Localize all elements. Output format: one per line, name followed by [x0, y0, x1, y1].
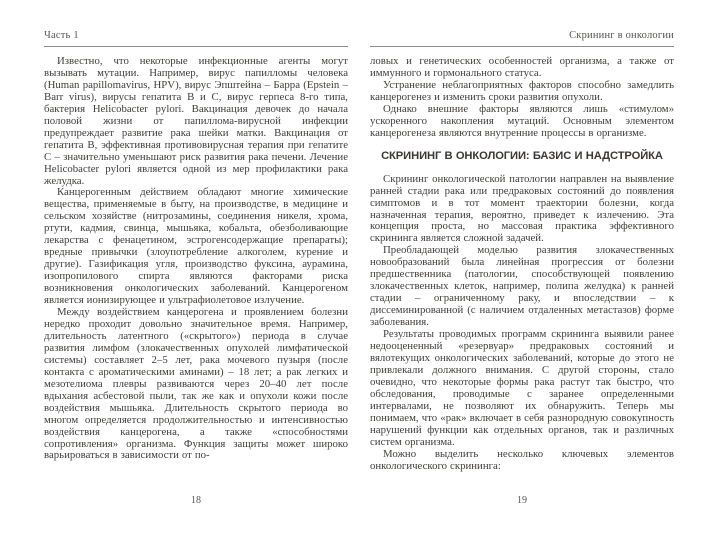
page-right — [370, 0, 674, 540]
paragraph-linear-progression-model: Преобладающей моделью развития злокачественных новообразований была линейная прогрессия от болезни предшественника (патологии, способствующей появлению злокачественных клеток, например, полипа желудка) к ранней стадии – ограниченному раку, и впоследствии – к диссеминированной (с наличием отдаленных метастазов) форме заболевания. — [370, 244, 674, 329]
paragraph-infectious-agents: Известно, что некоторые инфекционные агенты могут вызывать мутации. Например, вирус папилломы человека (Human papillomavirus, HPV), вирус Эпштейна – Барра (Epstein – Barr virus), вирусы гепатита В и С, вирус герпеса 8-го типа, бактерия Helicobacter pylori. Вакцинация девочек до начала половой жизни от папиллома-вирусной инфекции предупреждает развитие рака шейки матки. Вакцинация от гепатита В, эффективная противовирусная терапия при гепатите С – значительно уменьшают риск развития рака печени. Лечение Helicobacter pylori является одной из мер профилактики рака желудка. — [44, 55, 348, 187]
header-rule-left — [44, 46, 348, 47]
paragraph-key-elements-intro: Можно выделить несколько ключевых элементов онкологического скрининга: — [370, 447, 674, 472]
paragraph-external-factors: Однако внешние факторы являются лишь «стимулом» ускоренного накопления мутаций. Основным элементом канцерогенеза являются внутренние процессы в организме. — [370, 102, 674, 139]
paragraph-screening-program-results: Результаты проводимых программ скрининга выявили ранее недооцененный «резервуар» предраковых состояний и вялотекущих онкологических заболеваний, которые до этого не привлекали должного внимания. С другой стороны, стало очевидно, что некоторые формы рака растут так быстро, что обследования, проводимые с заранее определенными интервалами, не позволяют их обнаружить. Теперь мы понимаем, что «рак» включает в себя разнородную совокупность нарушений функции как отдельных органов, так и различных систем организма. — [370, 328, 674, 448]
page-body-left — [44, 56, 348, 462]
page-number-left: 18 — [191, 495, 201, 506]
paragraph-screening-goal: Скрининг онкологической патологии направлен на выявление ранней стадии рака или предраковых состояний до появления симптомов и в тот момент траектории болезни, когда назначенная терапия, вероятно, приведет к излечению. Эта концепция проста, но массовая практика эффективного скрининга является сложной задачей. — [370, 172, 674, 245]
running-header-left: Часть 1 — [44, 30, 79, 41]
paragraph-continuation-organism-features: ловых и генетических особенностей организма, а также от иммунного и гормонального статуса. — [370, 55, 674, 79]
paragraph-latent-period: Между воздействием канцерогена и проявлением болезни нередко проходит довольно значительное время. Например, длительность латентного («скрытого») периода в случае развития лимфом (злокачественных опухолей лимфатической системы) составляет 2–5 лет, рака мочевого пузыря (после контакта с ароматическими аминами) – 18 лет; а рак легких и мезотелиома плевры развиваются через 20–40 лет после вдыхания асбестовой пыли, так же как и опухоли кожи после воздействия мышьяка. Длительность скрытого периода во многом определяется продолжительностью и интенсивностью воздействия канцерогена, а также «способностями сопротивления» организма. Функция защиты может широко варьироваться в зависимости от по- — [44, 306, 348, 462]
running-header-right: Скрининг в онкологии — [569, 30, 674, 41]
page-body-right — [370, 56, 674, 473]
page-number-right: 19 — [517, 495, 527, 506]
section-heading-screening-basis: СКРИНИНГ В ОНКОЛОГИИ: БАЗИС И НАДСТРОЙКА — [381, 149, 663, 162]
header-rule-right — [370, 46, 674, 47]
paragraph-eliminating-factors: Устранение неблагоприятных факторов способно замедлить канцерогенез и изменить сроки развития опухоли. — [370, 78, 674, 103]
paragraph-carcinogenic-substances: Канцерогенным действием обладают многие химические вещества, применяемые в быту, на производстве, в медицине и сельском хозяйстве (нитрозамины, соединения никеля, хрома, ртути, кадмия, свинца, мышьяка, кобальта, обезболивающие лекарства с фенацетином, эстрогенсодержащие препараты); вредные привычки (злоупотребление алкоголем, курение и другие). Газификация угля, производство фуксина, аурамина, изопропилового спирта являются факторами риска возникновения онкологических заболеваний. Канцерогеном является ионизирующее и ультрафиолетовое излучение. — [44, 186, 348, 307]
page-left — [44, 0, 348, 540]
